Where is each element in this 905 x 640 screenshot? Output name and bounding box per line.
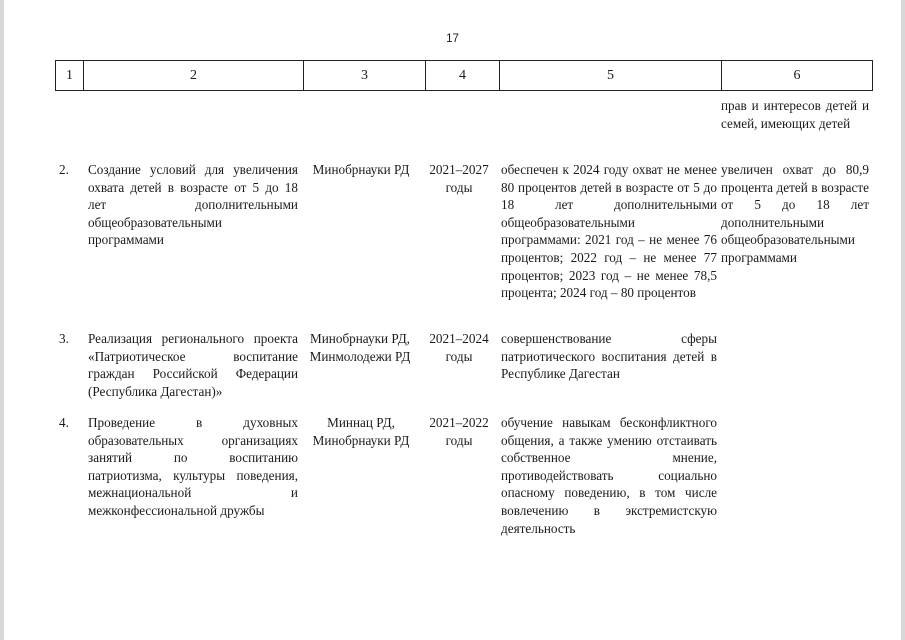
header-col-6: 6 xyxy=(793,67,801,83)
continuation-target-cell: прав и интересов детей и семей, имеющих детей xyxy=(721,98,869,131)
header-col-4: 4 xyxy=(426,61,500,90)
row-number: 3. xyxy=(59,331,69,346)
result-cell: обеспечен к 2024 году охват не менее 80 процентов детей в возрасте от 5 до 18 лет дополнительными общеобразовательными программами: 2021 год – не менее 76 процентов; 2022 год – не менее 77 процентов; 2023 год – не менее 78,5 процента; 2024 год – 80 процентов xyxy=(501,162,717,301)
target-cell: увеличен охват до 80,9 процента детей в возрасте от 5 до 18 лет дополнительными общеобразовательными программами xyxy=(721,162,869,265)
header-col-3: 3 xyxy=(304,61,426,90)
scan-edge-left xyxy=(0,0,4,640)
executor-cell: Миннац РД, Минобрнауки РД xyxy=(312,415,410,448)
header-col-5: 5 xyxy=(500,61,722,90)
table-header-row xyxy=(55,60,873,91)
measure-name-cell: Реализация регионального проекта «Патриотическое воспитание граждан Российской Федерации (Республика Дагестан)» xyxy=(88,331,298,399)
term-cell: 2021–2027 годы xyxy=(429,162,489,195)
result-cell: обучение навыкам бесконфликтного общения, а также умению отстаивать собственное мнение, противодействовать социально опасному поведению, в том числе вовлечению в экстремистскую деятельность xyxy=(501,415,717,536)
measure-name-cell: Создание условий для увеличения охвата детей в возрасте от 5 до 18 лет дополнительными общеобразовательными программами xyxy=(88,162,298,248)
scan-edge-right xyxy=(901,0,905,640)
header-col-1: 1 xyxy=(56,61,84,90)
header-col-2: 2 xyxy=(84,61,304,90)
row-number: 4. xyxy=(59,415,69,430)
result-cell: совершенствование сферы патриотического воспитания детей в Республике Дагестан xyxy=(501,331,717,382)
term-cell: 2021–2024 годы xyxy=(429,331,489,364)
term-cell: 2021–2022 годы xyxy=(429,415,489,448)
row-number: 2. xyxy=(59,162,69,177)
measure-name-cell: Проведение в духовных образовательных организациях занятий по воспитанию патриотизма, культуры поведения, межнациональной и межконфессиональной дружбы xyxy=(88,415,298,518)
executor-cell: Минобрнауки РД, Минмолодежи РД xyxy=(309,331,411,364)
page-number: 17 xyxy=(446,33,459,45)
executor-cell: Минобрнауки РД xyxy=(312,162,410,177)
